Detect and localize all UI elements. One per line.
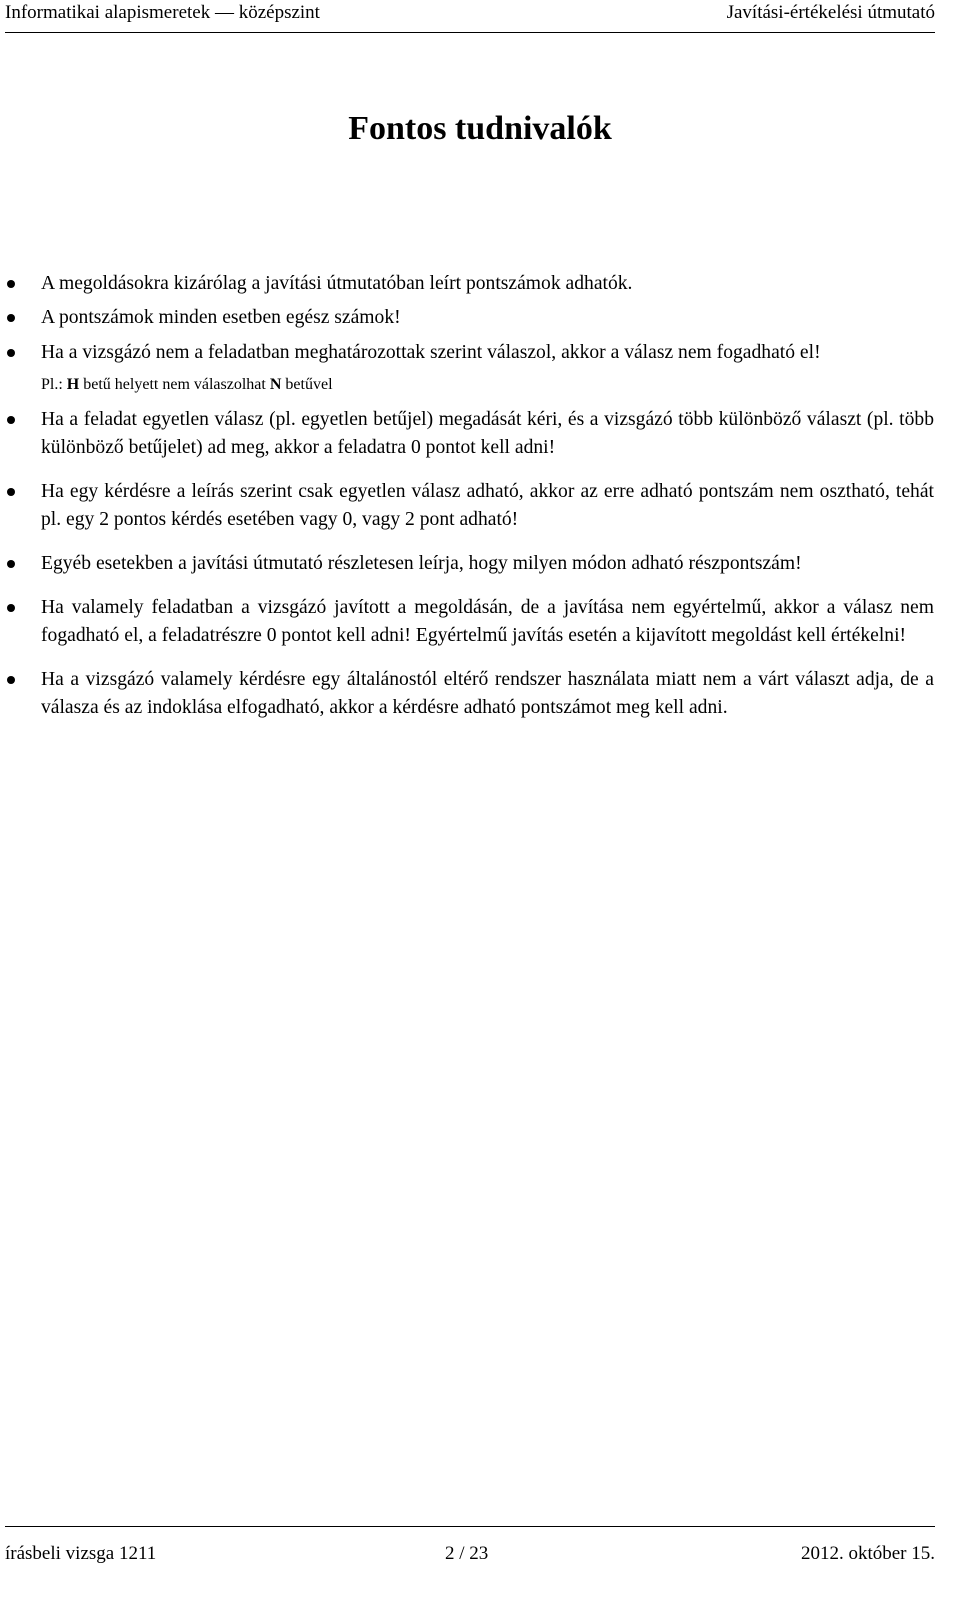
bullet-icon xyxy=(7,314,15,322)
list-item xyxy=(0,594,960,650)
rules-list xyxy=(0,270,960,722)
list-item xyxy=(0,666,960,722)
bullet-icon xyxy=(7,676,15,684)
header-subject: Informatikai alapismeretek — középszint xyxy=(5,2,320,23)
list-item-text: Ha a feladat egyetlen válasz (pl. egyetlen betűjel) megadását kéri, és a vizsgázó több különböző választ (pl. több különböző betűjelet) ad meg, akkor a feladatra 0 pontot kell adni! xyxy=(41,409,934,458)
list-item xyxy=(0,406,960,462)
note-letter-n: N xyxy=(269,376,282,393)
bullet-icon xyxy=(7,280,15,288)
bullet-icon xyxy=(7,349,15,357)
page-footer xyxy=(5,1526,935,1577)
footer-page-number: 2 / 23 xyxy=(445,1543,489,1564)
list-item-text: A megoldásokra kizárólag a javítási útmutatóban leírt pontszámok adhatók. xyxy=(41,273,633,294)
list-item-text: Ha egy kérdésre a leírás szerint csak egyetlen válasz adható, akkor az erre adható pontszám nem osztható, tehát pl. egy 2 pontos kérdés esetében vagy 0, vagy 2 pont adható! xyxy=(41,481,934,530)
note-prefix: Pl.: xyxy=(41,376,67,393)
list-item xyxy=(0,478,960,534)
list-item xyxy=(0,270,960,298)
list-item-text: Egyéb esetekben a javítási útmutató részletesen leírja, hogy milyen módon adható részpontszám! xyxy=(41,553,802,574)
footer-exam-code: írásbeli vizsga 1211 xyxy=(5,1543,157,1564)
list-item xyxy=(0,304,960,332)
footer-date: 2012. október 15. xyxy=(800,1543,935,1564)
list-item-text: A pontszámok minden esetben egész számok! xyxy=(41,307,401,328)
list-item-text: Ha a vizsgázó valamely kérdésre egy általánostól eltérő rendszer használata miatt nem a várt választ adja, de a válasza és az indoklása elfogadható, akkor a kérdésre adható pontszámot meg kell adni. xyxy=(41,669,934,718)
page-header xyxy=(5,0,935,33)
note-suffix: betűvel xyxy=(281,376,333,393)
example-note xyxy=(0,371,960,399)
bullet-icon xyxy=(7,604,15,612)
list-item xyxy=(0,550,960,578)
page-title: Fontos tudnivalók xyxy=(348,110,612,147)
list-item xyxy=(0,339,960,367)
note-middle: betű helyett nem válaszolhat xyxy=(79,376,270,393)
header-document-type: Javítási-értékelési útmutató xyxy=(726,2,935,23)
bullet-icon xyxy=(7,560,15,568)
bullet-icon xyxy=(7,416,15,424)
list-item-text: Ha a vizsgázó nem a feladatban meghatározottak szerint válaszol, akkor a válasz nem fogadható el! xyxy=(41,342,821,363)
bullet-icon xyxy=(7,488,15,496)
list-item-text: Ha valamely feladatban a vizsgázó javított a megoldásán, de a javítása nem egyértelmű, akkor a válasz nem fogadható el, a feladatrészre 0 pontot kell adni! Egyértelmű javítás esetén a kijavított megoldást kell értékelni! xyxy=(41,597,934,646)
note-letter-h: H xyxy=(66,376,80,393)
